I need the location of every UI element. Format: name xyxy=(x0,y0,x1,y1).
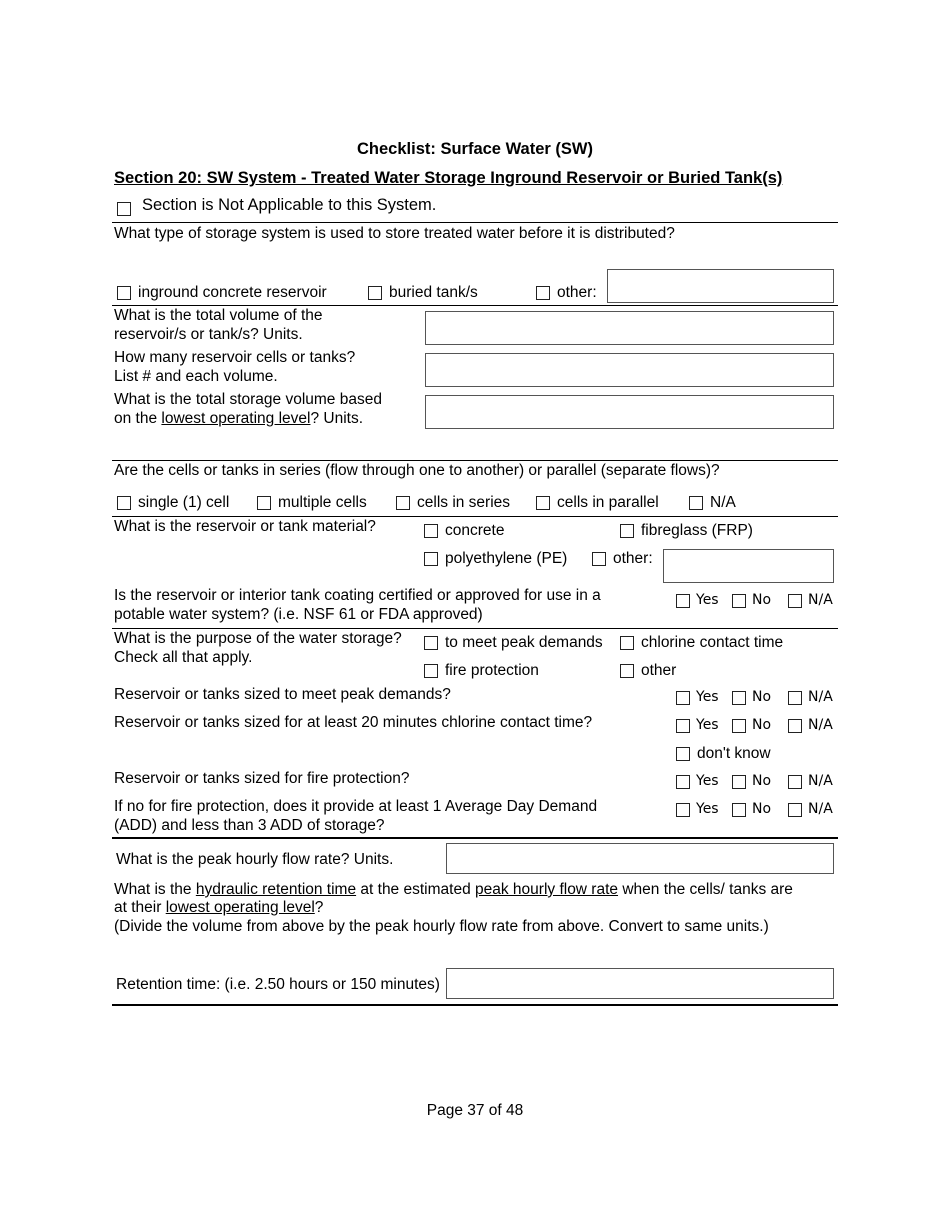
retention-time-label: Retention time: (i.e. 2.50 hours or 150 minutes) xyxy=(116,976,440,993)
material-question: What is the reservoir or tank material? xyxy=(114,518,376,535)
chlorine-dont-know-checkbox[interactable] xyxy=(676,747,690,761)
purpose-question-line2: Check all that apply. xyxy=(114,649,253,666)
chlorine-contact-label: chlorine contact time xyxy=(641,634,784,651)
coating-no-checkbox[interactable] xyxy=(732,594,746,608)
chlorine-no-label: No xyxy=(752,717,772,733)
add-question-line1: If no for fire protection, does it provide at least 1 Average Day Demand xyxy=(114,798,598,815)
coating-question-line2: potable water system? (i.e. NSF 61 or FDA approved) xyxy=(114,606,483,623)
retention-instructions: (Divide the volume from above by the peak hourly flow rate from above. Convert to same units.) xyxy=(114,918,769,935)
chlorine-na-label: N/A xyxy=(808,717,833,733)
buried-tank-checkbox[interactable] xyxy=(368,286,382,300)
coating-question-line1: Is the reservoir or interior tank coating certified or approved for use in a xyxy=(114,587,601,604)
chlorine-contact-checkbox[interactable] xyxy=(620,636,634,650)
coating-no-label: No xyxy=(752,592,772,608)
cells-question-line1: How many reservoir cells or tanks? xyxy=(114,349,356,366)
chlorine-dont-know-label: don't know xyxy=(697,745,771,762)
peak-flow-field[interactable] xyxy=(446,843,834,874)
peak-no-checkbox[interactable] xyxy=(732,691,746,705)
storage-volume-field[interactable] xyxy=(425,395,834,429)
storage-type-question: What type of storage system is used to store treated water before it is distributed? xyxy=(114,225,675,242)
chlorine-yes-label: Yes xyxy=(696,717,719,733)
peak-sizing-question: Reservoir or tanks sized to meet peak demands? xyxy=(114,686,451,703)
inground-concrete-checkbox[interactable] xyxy=(117,286,131,300)
fire-protection-label: fire protection xyxy=(445,662,539,679)
material-other-checkbox[interactable] xyxy=(592,552,606,566)
chlorine-na-checkbox[interactable] xyxy=(788,719,802,733)
storage-other-field[interactable] xyxy=(607,269,834,303)
series-question: Are the cells or tanks in series (flow through one to another) or parallel (separate flows)? xyxy=(114,462,720,479)
chlorine-yes-checkbox[interactable] xyxy=(676,719,690,733)
buried-tank-label: buried tank/s xyxy=(389,284,478,301)
material-other-field[interactable] xyxy=(663,549,834,583)
retention-question-line1: What is the hydraulic retention time at the estimated peak hourly flow rate when the cells/ tanks are xyxy=(114,881,793,898)
fire-na-checkbox[interactable] xyxy=(788,775,802,789)
coating-na-checkbox[interactable] xyxy=(788,594,802,608)
section-heading: Section 20: SW System - Treated Water Storage Inground Reservoir or Buried Tank(s) xyxy=(114,169,783,187)
divider xyxy=(112,837,838,839)
volume-question-line2: reservoir/s or tank/s? Units. xyxy=(114,326,303,343)
add-yes-label: Yes xyxy=(696,801,719,817)
storage-volume-question-line1: What is the total storage volume based xyxy=(114,391,382,408)
material-other-label: other: xyxy=(613,550,653,567)
page-title: Checklist: Surface Water (SW) xyxy=(357,140,593,158)
volume-question-line1: What is the total volume of the xyxy=(114,307,323,324)
coating-yes-label: Yes xyxy=(696,592,719,608)
storage-other-checkbox[interactable] xyxy=(536,286,550,300)
single-cell-checkbox[interactable] xyxy=(117,496,131,510)
purpose-question-line1: What is the purpose of the water storage? xyxy=(114,630,402,647)
fire-no-label: No xyxy=(752,773,772,789)
peak-demands-label: to meet peak demands xyxy=(445,634,603,651)
multiple-cells-label: multiple cells xyxy=(278,494,367,511)
coating-yes-checkbox[interactable] xyxy=(676,594,690,608)
not-applicable-checkbox[interactable] xyxy=(117,202,131,216)
add-na-label: N/A xyxy=(808,801,833,817)
cells-question-line2: List # and each volume. xyxy=(114,368,278,385)
add-no-label: No xyxy=(752,801,772,817)
peak-yes-label: Yes xyxy=(696,689,719,705)
fibreglass-label: fibreglass (FRP) xyxy=(641,522,753,539)
not-applicable-label: Section is Not Applicable to this System. xyxy=(142,196,437,214)
fire-yes-checkbox[interactable] xyxy=(676,775,690,789)
cells-in-parallel-checkbox[interactable] xyxy=(536,496,550,510)
polyethylene-label: polyethylene (PE) xyxy=(445,550,568,567)
storage-other-label: other: xyxy=(557,284,597,301)
fire-no-checkbox[interactable] xyxy=(732,775,746,789)
peak-flow-question: What is the peak hourly flow rate? Units. xyxy=(116,851,394,868)
polyethylene-checkbox[interactable] xyxy=(424,552,438,566)
add-no-checkbox[interactable] xyxy=(732,803,746,817)
series-na-label: N/A xyxy=(710,494,736,511)
cells-field[interactable] xyxy=(425,353,834,387)
chlorine-sizing-question: Reservoir or tanks sized for at least 20 minutes chlorine contact time? xyxy=(114,714,593,731)
peak-na-checkbox[interactable] xyxy=(788,691,802,705)
storage-volume-question-line2: on the lowest operating level? Units. xyxy=(114,410,364,427)
concrete-checkbox[interactable] xyxy=(424,524,438,538)
concrete-label: concrete xyxy=(445,522,505,539)
page-number: Page 37 of 48 xyxy=(426,1102,524,1119)
fire-yes-label: Yes xyxy=(696,773,719,789)
fire-na-label: N/A xyxy=(808,773,833,789)
retention-time-field[interactable] xyxy=(446,968,834,999)
volume-field[interactable] xyxy=(425,311,834,345)
peak-na-label: N/A xyxy=(808,689,833,705)
peak-demands-checkbox[interactable] xyxy=(424,636,438,650)
divider xyxy=(112,1004,838,1006)
cells-in-parallel-label: cells in parallel xyxy=(557,494,659,511)
peak-yes-checkbox[interactable] xyxy=(676,691,690,705)
divider xyxy=(112,222,838,223)
fire-protection-checkbox[interactable] xyxy=(424,664,438,678)
multiple-cells-checkbox[interactable] xyxy=(257,496,271,510)
peak-no-label: No xyxy=(752,689,772,705)
cells-in-series-label: cells in series xyxy=(417,494,511,511)
coating-na-label: N/A xyxy=(808,592,833,608)
add-yes-checkbox[interactable] xyxy=(676,803,690,817)
add-na-checkbox[interactable] xyxy=(788,803,802,817)
series-na-checkbox[interactable] xyxy=(689,496,703,510)
add-question-line2: (ADD) and less than 3 ADD of storage? xyxy=(114,817,385,834)
retention-question-line2: at their lowest operating level? xyxy=(114,899,324,916)
chlorine-no-checkbox[interactable] xyxy=(732,719,746,733)
purpose-other-label: other xyxy=(641,662,677,679)
purpose-other-checkbox[interactable] xyxy=(620,664,634,678)
single-cell-label: single (1) cell xyxy=(138,494,230,511)
fibreglass-checkbox[interactable] xyxy=(620,524,634,538)
fire-sizing-question: Reservoir or tanks sized for fire protection? xyxy=(114,770,410,787)
inground-concrete-label: inground concrete reservoir xyxy=(138,284,327,301)
cells-in-series-checkbox[interactable] xyxy=(396,496,410,510)
